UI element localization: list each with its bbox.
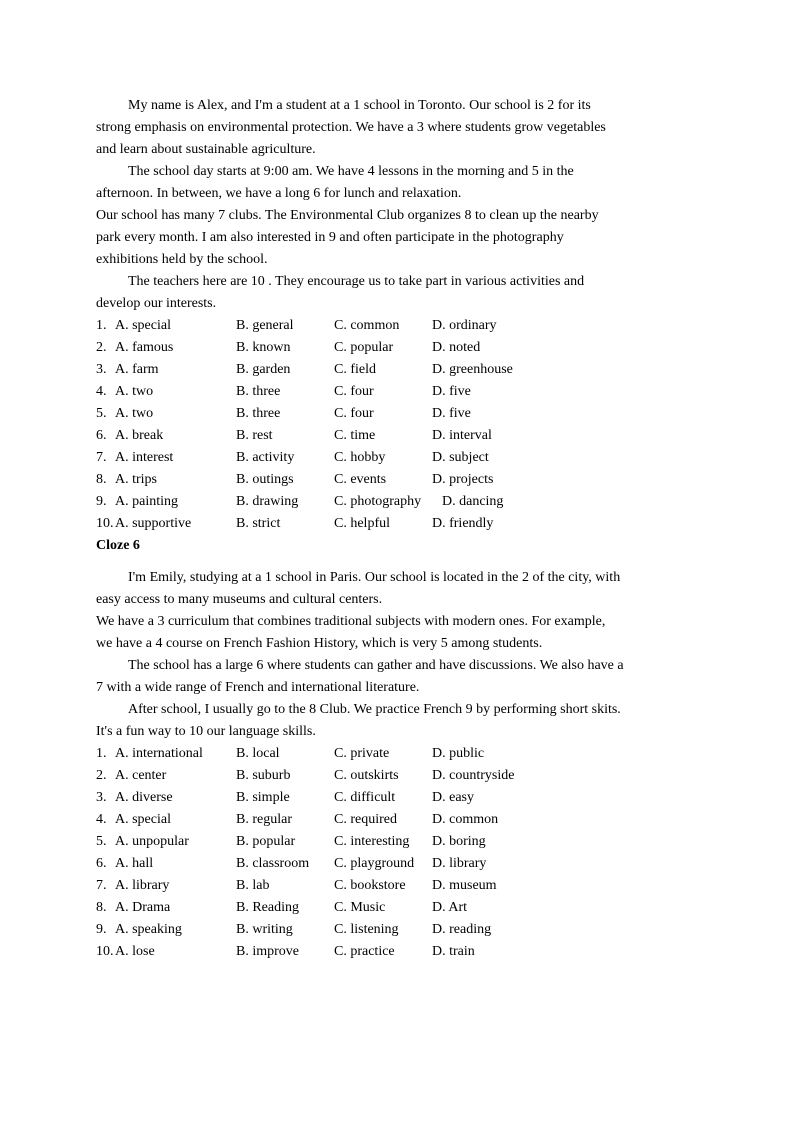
- option-a: A. speaking: [115, 922, 182, 937]
- question-row: [96, 381, 701, 403]
- question-number: 1.: [96, 746, 107, 761]
- option-b: B. lab: [236, 878, 270, 893]
- option-a: A. trips: [115, 472, 157, 487]
- passage-line: The teachers here are 10 . They encourage us to take part in various activities and: [128, 274, 585, 289]
- passage-line: we have a 4 course on French Fashion History, which is very 5 among students.: [96, 636, 543, 651]
- passage-line: strong emphasis on environmental protection. We have a 3 where students grow vegetables: [96, 120, 606, 135]
- passage-line: develop our interests.: [96, 296, 217, 311]
- question-number: 7.: [96, 878, 107, 893]
- question-number: 5.: [96, 834, 107, 849]
- option-a: A. hall: [115, 856, 154, 871]
- option-b: B. activity: [236, 450, 295, 465]
- option-c: C. helpful: [334, 516, 390, 531]
- document-page: [96, 95, 701, 963]
- passage-1: [96, 95, 701, 315]
- option-c: C. events: [334, 472, 387, 487]
- option-a: A. special: [115, 812, 171, 827]
- question-row: [96, 787, 701, 809]
- passage-2: [96, 567, 701, 743]
- question-number: 3.: [96, 790, 107, 805]
- section-heading: Cloze 6: [96, 538, 140, 553]
- question-number: 9.: [96, 922, 107, 937]
- question-number: 6.: [96, 428, 107, 443]
- question-row: [96, 743, 701, 765]
- option-d: D. dancing: [442, 494, 504, 509]
- question-row: [96, 831, 701, 853]
- passage-line: Our school has many 7 clubs. The Environmental Club organizes 8 to clean up the nearby: [96, 208, 599, 223]
- option-b: B. suburb: [236, 768, 291, 783]
- option-b: B. popular: [236, 834, 296, 849]
- option-a: A. two: [115, 384, 154, 399]
- question-row: [96, 809, 701, 831]
- question-number: 3.: [96, 362, 107, 377]
- option-b: B. three: [236, 384, 281, 399]
- option-b: B. improve: [236, 944, 299, 959]
- option-b: B. drawing: [236, 494, 299, 509]
- option-d: D. library: [432, 856, 487, 871]
- question-row: [96, 875, 701, 897]
- option-a: A. lose: [115, 944, 155, 959]
- option-a: A. library: [115, 878, 170, 893]
- option-d: D. Art: [432, 900, 467, 915]
- question-number: 5.: [96, 406, 107, 421]
- question-row: [96, 337, 701, 359]
- option-a: A. center: [115, 768, 167, 783]
- question-row: [96, 919, 701, 941]
- option-d: D. boring: [432, 834, 486, 849]
- option-d: D. five: [432, 384, 471, 399]
- question-row: [96, 403, 701, 425]
- passage-line: I'm Emily, studying at a 1 school in Paris. Our school is located in the 2 of the city, with: [128, 570, 621, 585]
- passage-line: We have a 3 curriculum that combines traditional subjects with modern ones. For example,: [96, 614, 606, 629]
- passage-line: park every month. I am also interested in 9 and often participate in the photography: [96, 230, 564, 245]
- option-a: A. break: [115, 428, 164, 443]
- option-a: A. Drama: [115, 900, 171, 915]
- passage-line: The school day starts at 9:00 am. We have 4 lessons in the morning and 5 in the: [128, 164, 574, 179]
- option-c: C. Music: [334, 900, 386, 915]
- question-row: [96, 853, 701, 875]
- question-row: [96, 941, 701, 963]
- option-a: A. special: [115, 318, 171, 333]
- option-b: B. outings: [236, 472, 294, 487]
- option-b: B. rest: [236, 428, 273, 443]
- passage-line: easy access to many museums and cultural centers.: [96, 592, 383, 607]
- passage-line: The school has a large 6 where students can gather and have discussions. We also have a: [128, 658, 624, 673]
- passage-line: and learn about sustainable agriculture.: [96, 142, 316, 157]
- option-c: C. practice: [334, 944, 395, 959]
- option-b: B. classroom: [236, 856, 310, 871]
- question-number: 2.: [96, 768, 107, 783]
- option-a: A. interest: [115, 450, 174, 465]
- option-a: A. diverse: [115, 790, 173, 805]
- question-row: [96, 765, 701, 787]
- question-row: [96, 513, 701, 535]
- question-row: [96, 469, 701, 491]
- option-b: B. general: [236, 318, 294, 333]
- option-d: D. countryside: [432, 768, 515, 783]
- option-b: B. regular: [236, 812, 292, 827]
- option-d: D. museum: [432, 878, 497, 893]
- question-row: [96, 425, 701, 447]
- option-c: C. difficult: [334, 790, 396, 805]
- passage-line: After school, I usually go to the 8 Club. We practice French 9 by performing short skits.: [128, 702, 621, 717]
- option-b: B. strict: [236, 516, 281, 531]
- option-c: C. photography: [334, 494, 422, 509]
- question-row: [96, 897, 701, 919]
- option-a: A. unpopular: [115, 834, 189, 849]
- option-c: C. interesting: [334, 834, 410, 849]
- passage-line: It's a fun way to 10 our language skills.: [96, 724, 316, 739]
- question-number: 8.: [96, 472, 107, 487]
- option-c: C. bookstore: [334, 878, 406, 893]
- option-c: C. four: [334, 384, 374, 399]
- question-number: 2.: [96, 340, 107, 355]
- option-c: C. outskirts: [334, 768, 399, 783]
- question-row: [96, 359, 701, 381]
- option-c: C. private: [334, 746, 390, 761]
- option-c: C. playground: [334, 856, 415, 871]
- passage-line: 7 with a wide range of French and international literature.: [96, 680, 420, 695]
- question-number: 4.: [96, 384, 107, 399]
- option-d: D. train: [432, 944, 475, 959]
- question-list-1: [96, 315, 701, 535]
- option-c: C. listening: [334, 922, 399, 937]
- option-d: D. interval: [432, 428, 492, 443]
- question-row: [96, 447, 701, 469]
- option-d: D. subject: [432, 450, 489, 465]
- option-c: C. four: [334, 406, 374, 421]
- option-b: B. three: [236, 406, 281, 421]
- option-a: A. supportive: [115, 516, 192, 531]
- passage-line: exhibitions held by the school.: [96, 252, 268, 267]
- question-row: [96, 315, 701, 337]
- question-row: [96, 491, 701, 513]
- option-a: A. two: [115, 406, 154, 421]
- option-d: D. projects: [432, 472, 494, 487]
- option-c: C. time: [334, 428, 376, 443]
- option-c: C. common: [334, 318, 400, 333]
- option-c: C. hobby: [334, 450, 386, 465]
- option-d: D. ordinary: [432, 318, 497, 333]
- option-c: C. field: [334, 362, 376, 377]
- question-number: 6.: [96, 856, 107, 871]
- option-a: A. famous: [115, 340, 174, 355]
- option-b: B. local: [236, 746, 280, 761]
- option-c: C. required: [334, 812, 397, 827]
- option-b: B. known: [236, 340, 291, 355]
- option-d: D. public: [432, 746, 485, 761]
- option-d: D. five: [432, 406, 471, 421]
- question-number: 10.: [96, 944, 114, 959]
- option-c: C. popular: [334, 340, 394, 355]
- question-number: 9.: [96, 494, 107, 509]
- option-a: A. farm: [115, 362, 159, 377]
- option-d: D. greenhouse: [432, 362, 513, 377]
- option-a: A. painting: [115, 494, 178, 509]
- question-number: 1.: [96, 318, 107, 333]
- question-number: 8.: [96, 900, 107, 915]
- question-number: 10.: [96, 516, 114, 531]
- option-d: D. common: [432, 812, 499, 827]
- option-d: D. reading: [432, 922, 492, 937]
- question-number: 7.: [96, 450, 107, 465]
- option-b: B. simple: [236, 790, 290, 805]
- option-b: B. Reading: [236, 900, 299, 915]
- option-b: B. writing: [236, 922, 293, 937]
- question-list-2: [96, 743, 701, 963]
- question-number: 4.: [96, 812, 107, 827]
- option-b: B. garden: [236, 362, 291, 377]
- passage-line: afternoon. In between, we have a long 6 for lunch and relaxation.: [96, 186, 462, 201]
- option-a: A. international: [115, 746, 203, 761]
- option-d: D. noted: [432, 340, 481, 355]
- passage-line: My name is Alex, and I'm a student at a 1 school in Toronto. Our school is 2 for its: [128, 98, 591, 113]
- option-d: D. easy: [432, 790, 474, 805]
- option-d: D. friendly: [432, 516, 494, 531]
